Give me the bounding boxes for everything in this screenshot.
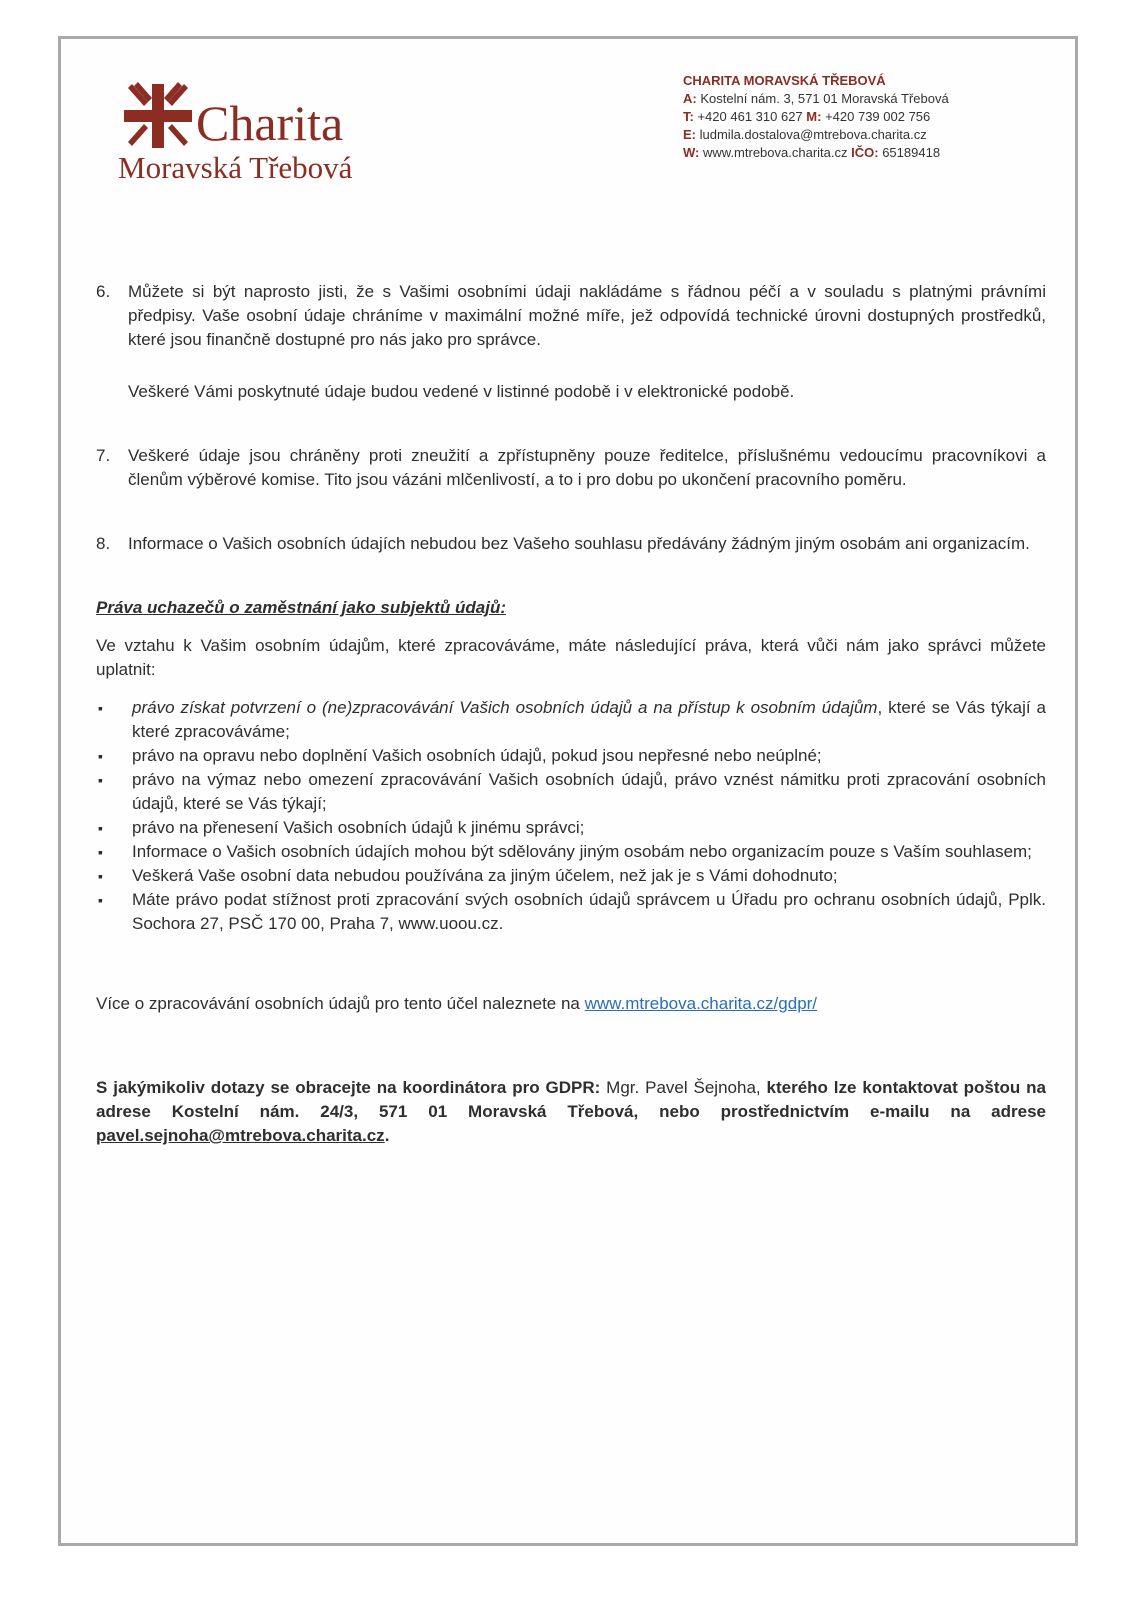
bullet-icon: ▪ [98,844,103,860]
contact-email-line [683,126,949,144]
list-item-text: právo na opravu nebo doplnění Vašich osobních údajů, pokud jsou nepřesné nebo neúplné; [132,746,822,765]
list-item-text: právo na výmaz nebo omezení zpracovávání Vašich osobních údajů, právo vznést námitku proti zpracování osobních údajů, které se Vás týkají; [132,770,1046,813]
list-item [96,696,1046,744]
list-item-text: , které se Vás týkají a které zpracováváme; [132,698,1046,741]
bullet-icon: ▪ [98,868,103,884]
web-value: www.mtrebova.charita.cz [703,145,848,160]
item-8 [96,532,1046,556]
gdpr-contact-intro: S jakýmikoliv dotazy se obracejte na koordinátora pro GDPR: [96,1078,601,1097]
gdpr-contact-details: kterého lze kontaktovat poštou na adrese Kostelní nám. 24/3, 571 01 Moravská Třebová, nebo prostřednictvím e-mailu na adrese [96,1078,1047,1121]
more-info-text: Více o zpracovávání osobních údajů pro tento účel naleznete na [96,994,585,1013]
gdpr-email-link[interactable]: pavel.sejnoha@mtrebova.charita.cz [96,1126,385,1145]
list-item [96,840,1046,864]
list-item [96,888,1046,936]
gdpr-contact-end: . [384,1126,390,1145]
address-label: A: [683,91,697,106]
item-number: 7. [96,446,111,465]
rights-heading: Práva uchazečů o zaměstnání jako subjektů údajů: [96,598,507,617]
contact-block [683,72,949,162]
gdpr-coordinator-name: Mgr. Pavel Šejnoha, [600,1078,761,1097]
list-item [96,864,1046,888]
document-body [96,280,1046,1148]
list-item-text: právo na přenesení Vašich osobních údajů k jinému správci; [132,818,585,837]
item-text: Veškeré údaje jsou chráněny proti zneužití a zpřístupněny pouze ředitelce, příslušnému vedoucímu pracovníkovi a členům výběrové komise. Tito jsou vázáni mlčenlivostí, a to i pro dobu po ukončení pracovního poměru. [128,446,1046,489]
item-number: 6. [96,282,111,301]
bullet-icon: ▪ [98,892,103,908]
mobile-label: M: [806,109,822,124]
contact-phone-line [683,108,949,126]
phone-label: T: [683,109,694,124]
list-item-text: Máte právo podat stížnost proti zpracování svých osobních údajů správcem u Úřadu pro ochranu osobních údajů, Pplk. Sochora 27, PSČ 170 00, Praha 7, www.uoou.cz. [132,890,1046,933]
item-7 [96,444,1046,492]
item-6-note [96,380,1046,404]
email-value: ludmila.dostalova@mtrebova.charita.cz [699,127,927,142]
list-item [96,816,1046,840]
item-text: Můžete si být naprosto jisti, že s Vašimi osobními údaji nakládáme s řádnou péčí a v souladu s platnými právními předpisy. Vaše osobní údaje chráníme v maximální možné míře, jež odpovídá technické úrovni dostupných prostředků, které jsou finančně dostupné pro nás jako pro správce. [128,282,1046,349]
gdpr-link[interactable]: www.mtrebova.charita.cz/gdpr/ [584,994,818,1013]
item-text: Informace o Vašich osobních údajích nebudou bez Vašeho souhlasu předávány žádným jiným osobám ani organizacím. [128,534,1030,553]
contact-org: CHARITA MORAVSKÁ TŘEBOVÁ [683,73,886,88]
contact-web-line [683,144,949,162]
list-item-text: Informace o Vašich osobních údajích mohou být sdělovány jiným osobám nebo organizacím pouze s Vaším souhlasem; [132,842,1032,861]
ico-label: IČO: [851,145,879,160]
address-value: Kostelní nám. 3, 571 01 Moravská Třebová [700,91,949,106]
bullet-icon: ▪ [98,772,103,788]
bullet-icon: ▪ [98,820,103,836]
list-item-italic: právo získat potvrzení o (ne)zpracovávání Vašich osobních údajů a na přístup k osobním údajům [132,698,878,717]
logo-name: Charita [196,95,344,151]
gdpr-contact [96,1076,1046,1148]
list-item [96,768,1046,816]
item-number: 8. [96,534,111,553]
bullet-icon: ▪ [98,700,103,716]
web-label: W: [683,145,700,160]
contact-address-line [683,90,949,108]
list-item [96,744,1046,768]
email-label: E: [683,127,696,142]
mobile-value: +420 739 002 756 [825,109,931,124]
rights-intro: Ve vztahu k Vašim osobním údajům, které zpracováváme, máte následující práva, která vůči nám jako správci můžete uplatnit: [96,636,1046,679]
logo-city: Moravská Třebová [118,150,353,185]
bullet-icon: ▪ [98,748,103,764]
item-text: Veškeré Vámi poskytnuté údaje budou vedené v listinné podobě i v elektronické podobě. [128,382,795,401]
list-item-text: Veškerá Vaše osobní data nebudou používána za jiným účelem, než jak je s Vámi dohodnuto; [132,866,838,885]
item-6 [96,280,1046,352]
charita-logo [118,80,378,190]
more-info [96,992,1046,1016]
rights-list [96,696,1046,936]
phone-value: +420 461 310 627 [697,109,803,124]
ico-value: 65189418 [882,145,941,160]
charita-cross-icon [118,80,198,152]
